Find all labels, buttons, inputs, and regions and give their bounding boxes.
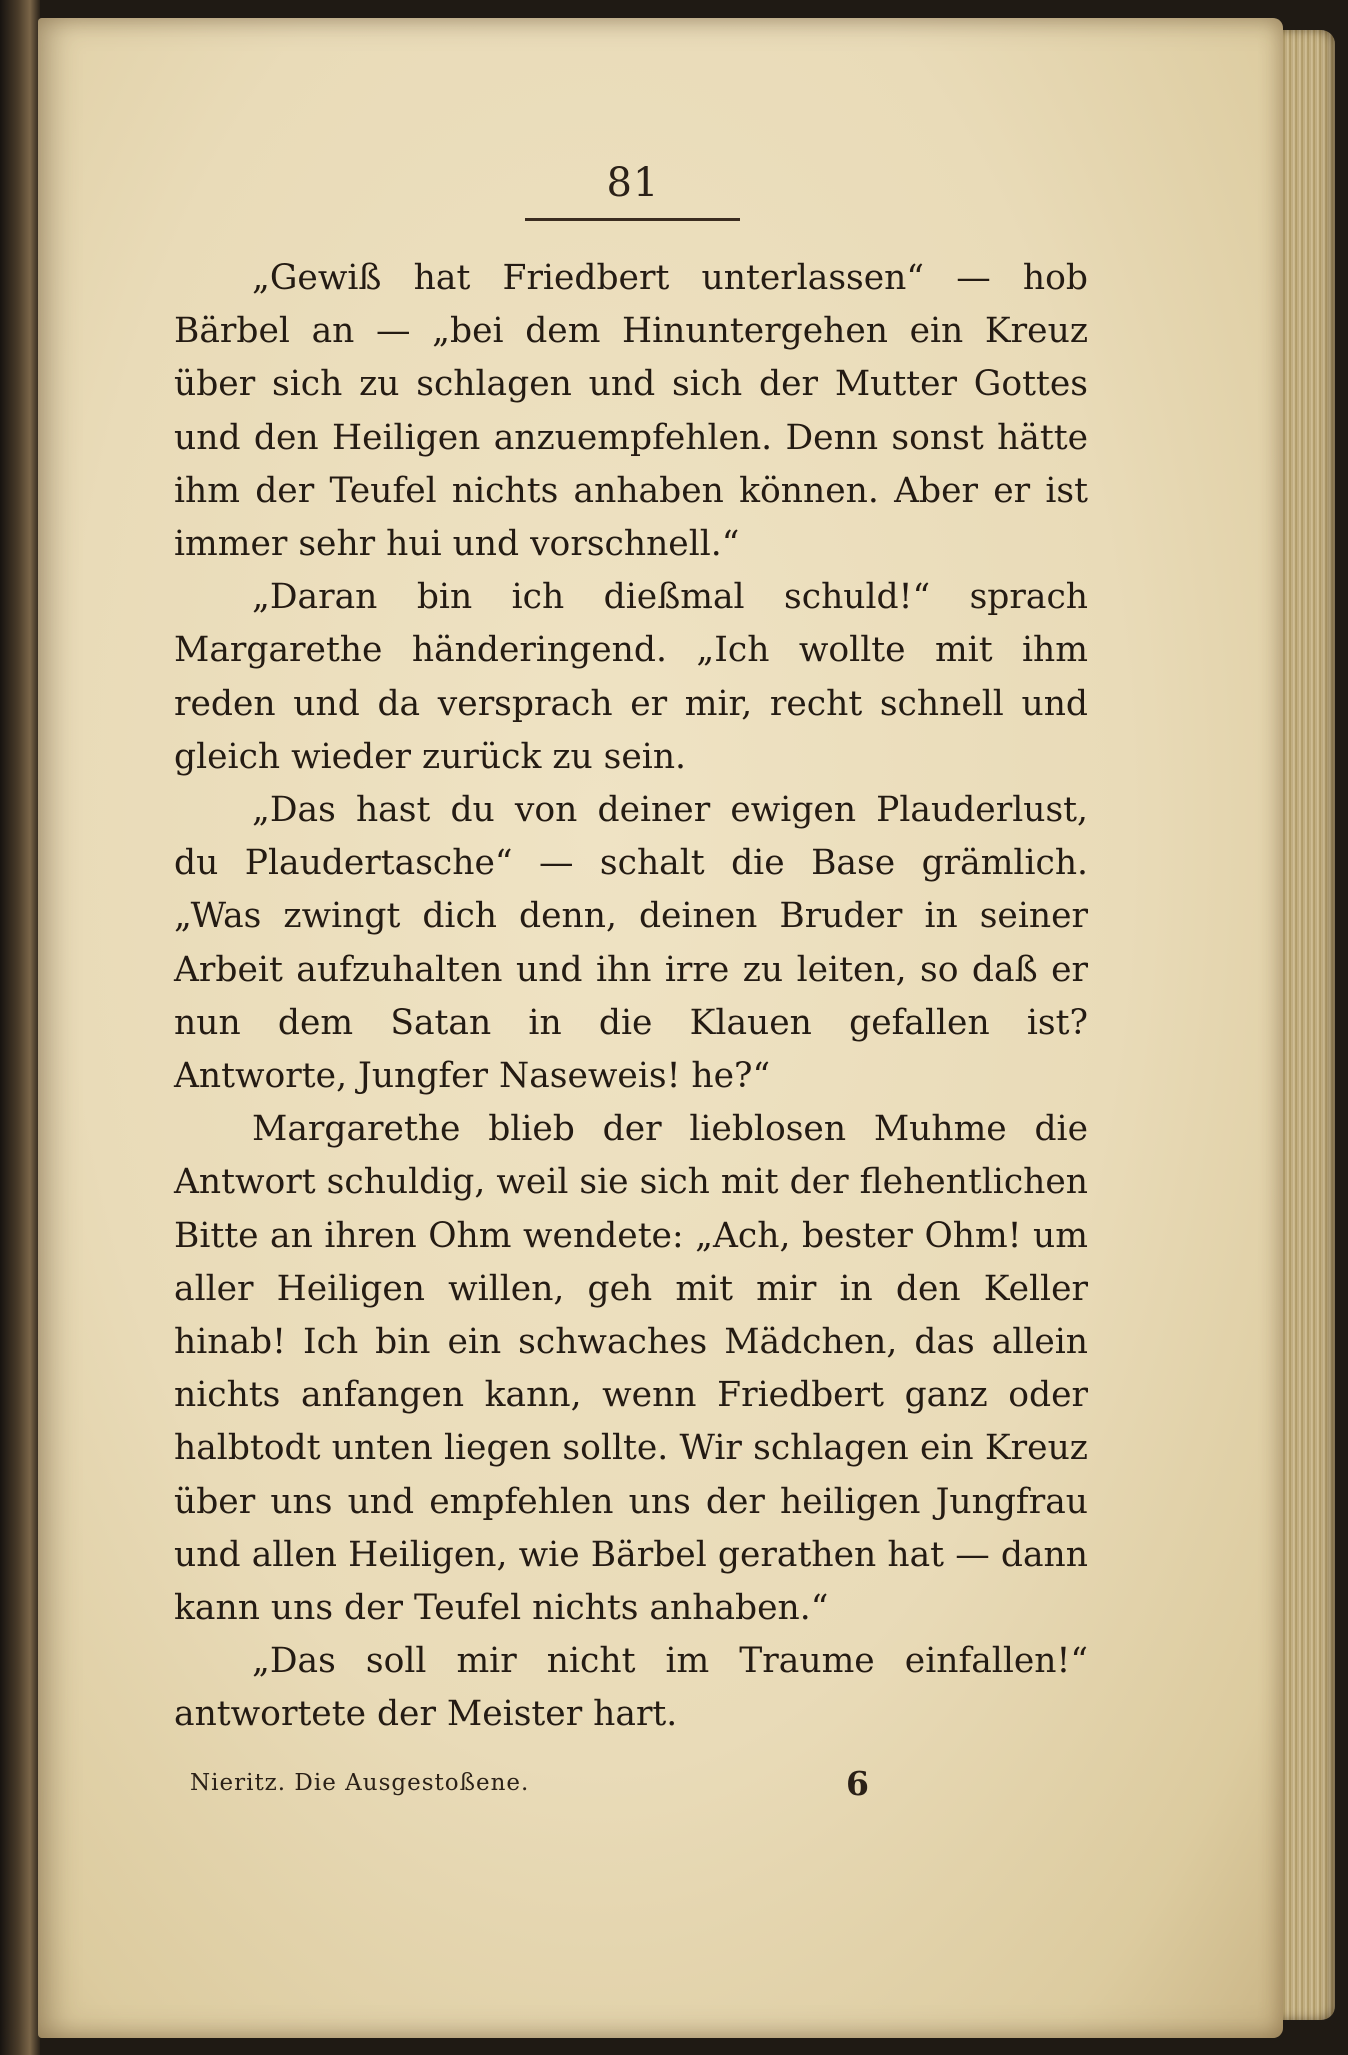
footer-sheet-number: 6	[846, 1764, 869, 1803]
paragraph-5: „Das soll mir nicht im Traume einfallen!“ antwortete der Meister hart.	[174, 1641, 1088, 1735]
body-text	[174, 252, 1088, 1742]
book-page	[38, 18, 1283, 2038]
footer-signature: Nieritz. Die Ausgestoßene.	[190, 1770, 530, 1796]
header-rule	[525, 218, 740, 221]
paragraph-4: Margarethe blieb der lieblosen Muhme die Antwort schuldig, weil sie sich mit der flehentlichen Bitte an ihren Ohm wendete: „Ach, bester Ohm! um aller Heiligen willen, geh mit mir in den Keller hinab! Ich bin ein schwaches Mädchen, das allein nichts anfangen kann, wenn Friedbert ganz oder halbtodt unten liegen sollte. Wir schlagen ein Kreuz über uns und empfehlen uns der heiligen Jungfrau und allen Heiligen, wie Bärbel gerathen hat — dann kann uns der Teufel nichts anhaben.“	[174, 1109, 1088, 1629]
page-edges	[1280, 30, 1335, 2020]
paragraph-1: „Gewiß hat Friedbert unterlassen“ — hob Bärbel an — „bei dem Hinuntergehen ein Kreuz über sich zu schlagen und sich der Mutter Gottes und den Heiligen anzuempfehlen. Denn sonst hätte ihm der Teufel nichts anhaben können. Aber er ist immer sehr hui und vorschnell.“	[174, 258, 1088, 565]
page-header	[38, 160, 1228, 206]
paragraph-3: „Das hast du von deiner ewigen Plauderlust, du Plaudertasche“ — schalt die Base grämlich. „Was zwingt dich denn, deinen Bruder in seiner Arbeit aufzuhalten und ihn irre zu leiten, so daß er nun dem Satan in die Klauen gefallen ist? Antworte, Jungfer Naseweis! he?“	[174, 790, 1088, 1097]
page-number: 81	[606, 160, 660, 206]
binding-edge	[0, 0, 40, 2055]
paragraph-2: „Daran bin ich dießmal schuld!“ sprach Margarethe händeringend. „Ich wollte mit ihm reden und da versprach er mir, recht schnell und gleich wieder zurück zu sein.	[174, 577, 1088, 777]
